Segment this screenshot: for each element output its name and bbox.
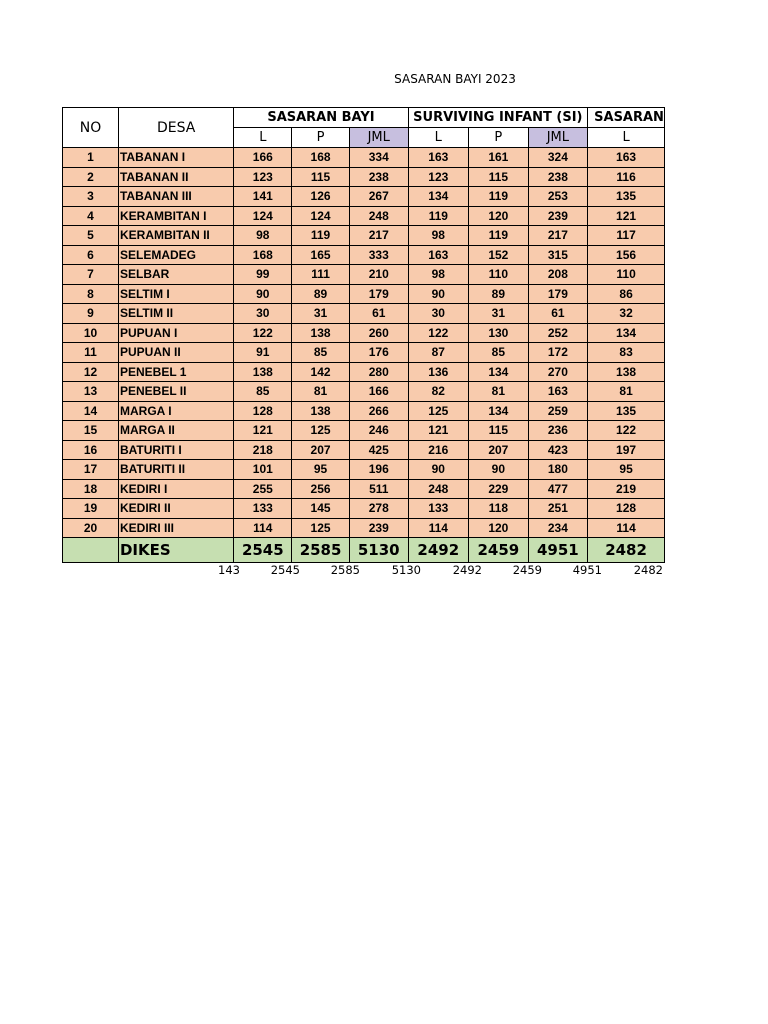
value-cell: 110 — [588, 265, 665, 285]
value-cell: 86 — [588, 284, 665, 304]
value-cell: 217 — [349, 226, 408, 246]
subheader-l: L — [588, 128, 665, 148]
value-cell: 121 — [408, 421, 469, 441]
value-cell: 90 — [408, 284, 469, 304]
row-number: 1 — [63, 148, 119, 168]
table-row — [63, 148, 665, 168]
value-cell: 278 — [349, 499, 408, 519]
value-cell: 101 — [234, 460, 292, 480]
village-name: SELTIM II — [118, 304, 233, 324]
value-cell: 333 — [349, 245, 408, 265]
value-cell: 30 — [234, 304, 292, 324]
sum-cell: 2545 — [270, 563, 300, 577]
value-cell: 85 — [234, 382, 292, 402]
subheader-p: P — [469, 128, 529, 148]
total-label: DIKES — [118, 538, 233, 563]
value-cell: 125 — [408, 401, 469, 421]
row-number: 7 — [63, 265, 119, 285]
row-number: 19 — [63, 499, 119, 519]
value-cell: 179 — [349, 284, 408, 304]
table-row — [63, 479, 665, 499]
page-title: SASARAN BAYI 2023 — [394, 72, 516, 86]
table-row — [63, 206, 665, 226]
value-cell: 81 — [588, 382, 665, 402]
value-cell: 123 — [234, 167, 292, 187]
value-cell: 120 — [469, 518, 529, 538]
value-cell: 135 — [588, 401, 665, 421]
value-cell: 255 — [234, 479, 292, 499]
value-cell: 95 — [588, 460, 665, 480]
value-cell: 124 — [292, 206, 350, 226]
value-cell: 163 — [408, 148, 469, 168]
row-number: 9 — [63, 304, 119, 324]
value-cell: 115 — [292, 167, 350, 187]
village-name: KEDIRI III — [118, 518, 233, 538]
table-row — [63, 343, 665, 363]
value-cell: 208 — [528, 265, 588, 285]
sum-cell: 2585 — [330, 563, 360, 577]
row-number: 17 — [63, 460, 119, 480]
table-row — [63, 323, 665, 343]
table-body — [63, 148, 665, 538]
row-number: 16 — [63, 440, 119, 460]
village-name: KERAMBITAN II — [118, 226, 233, 246]
value-cell: 234 — [528, 518, 588, 538]
value-cell: 82 — [408, 382, 469, 402]
value-cell: 81 — [469, 382, 529, 402]
value-cell: 85 — [469, 343, 529, 363]
row-number: 10 — [63, 323, 119, 343]
row-number: 18 — [63, 479, 119, 499]
value-cell: 239 — [349, 518, 408, 538]
value-cell: 98 — [234, 226, 292, 246]
value-cell: 90 — [234, 284, 292, 304]
spreadsheet-table-area — [62, 107, 665, 567]
table-row — [63, 518, 665, 538]
total-cell: 2482 — [588, 538, 665, 563]
village-name: SELTIM I — [118, 284, 233, 304]
value-cell: 270 — [528, 362, 588, 382]
row-number: 6 — [63, 245, 119, 265]
value-cell: 218 — [234, 440, 292, 460]
row-number: 4 — [63, 206, 119, 226]
value-cell: 315 — [528, 245, 588, 265]
row-number: 11 — [63, 343, 119, 363]
row-number: 5 — [63, 226, 119, 246]
value-cell: 32 — [588, 304, 665, 324]
value-cell: 135 — [588, 187, 665, 207]
subheader-l: L — [408, 128, 469, 148]
value-cell: 134 — [408, 187, 469, 207]
value-cell: 142 — [292, 362, 350, 382]
village-name: PENEBEL 1 — [118, 362, 233, 382]
value-cell: 120 — [469, 206, 529, 226]
value-cell: 172 — [528, 343, 588, 363]
value-cell: 124 — [234, 206, 292, 226]
value-cell: 114 — [588, 518, 665, 538]
value-cell: 229 — [469, 479, 529, 499]
value-cell: 61 — [349, 304, 408, 324]
value-cell: 122 — [588, 421, 665, 441]
table-row — [63, 284, 665, 304]
value-cell: 217 — [528, 226, 588, 246]
table-row — [63, 265, 665, 285]
row-number: 2 — [63, 167, 119, 187]
value-cell: 30 — [408, 304, 469, 324]
village-name: PENEBEL II — [118, 382, 233, 402]
row-number: 8 — [63, 284, 119, 304]
total-cell: 4951 — [528, 538, 588, 563]
value-cell: 134 — [469, 362, 529, 382]
village-name: SELBAR — [118, 265, 233, 285]
value-cell: 83 — [588, 343, 665, 363]
value-cell: 216 — [408, 440, 469, 460]
value-cell: 166 — [349, 382, 408, 402]
header-surviving-infant: SURVIVING INFANT (SI) — [408, 108, 588, 128]
village-name: TABANAN I — [118, 148, 233, 168]
value-cell: 236 — [528, 421, 588, 441]
value-cell: 168 — [292, 148, 350, 168]
value-cell: 128 — [588, 499, 665, 519]
value-cell: 161 — [469, 148, 529, 168]
value-cell: 179 — [528, 284, 588, 304]
value-cell: 207 — [469, 440, 529, 460]
value-cell: 138 — [292, 401, 350, 421]
value-cell: 138 — [234, 362, 292, 382]
value-cell: 119 — [408, 206, 469, 226]
village-name: PUPUAN II — [118, 343, 233, 363]
value-cell: 163 — [588, 148, 665, 168]
sum-cell: 2459 — [512, 563, 542, 577]
value-cell: 253 — [528, 187, 588, 207]
total-cell: 2585 — [292, 538, 350, 563]
table-row — [63, 421, 665, 441]
value-cell: 239 — [528, 206, 588, 226]
target-table — [62, 107, 665, 563]
village-name: KERAMBITAN I — [118, 206, 233, 226]
value-cell: 130 — [469, 323, 529, 343]
row-number: 3 — [63, 187, 119, 207]
value-cell: 133 — [234, 499, 292, 519]
value-cell: 125 — [292, 518, 350, 538]
total-row — [63, 538, 665, 563]
value-cell: 165 — [292, 245, 350, 265]
value-cell: 128 — [234, 401, 292, 421]
sum-cell: 143 — [218, 563, 240, 577]
value-cell: 121 — [588, 206, 665, 226]
table-row — [63, 499, 665, 519]
value-cell: 166 — [234, 148, 292, 168]
table-row — [63, 382, 665, 402]
value-cell: 210 — [349, 265, 408, 285]
value-cell: 207 — [292, 440, 350, 460]
value-cell: 31 — [292, 304, 350, 324]
value-cell: 125 — [292, 421, 350, 441]
village-name: KEDIRI I — [118, 479, 233, 499]
value-cell: 117 — [588, 226, 665, 246]
value-cell: 252 — [528, 323, 588, 343]
value-cell: 114 — [234, 518, 292, 538]
value-cell: 168 — [234, 245, 292, 265]
value-cell: 118 — [469, 499, 529, 519]
value-cell: 176 — [349, 343, 408, 363]
village-name: BATURITI II — [118, 460, 233, 480]
village-name: BATURITI I — [118, 440, 233, 460]
value-cell: 121 — [234, 421, 292, 441]
value-cell: 423 — [528, 440, 588, 460]
village-name: TABANAN III — [118, 187, 233, 207]
value-cell: 85 — [292, 343, 350, 363]
value-cell: 477 — [528, 479, 588, 499]
value-cell: 197 — [588, 440, 665, 460]
header-sasaran-cut: SASARAN — [588, 108, 665, 128]
value-cell: 116 — [588, 167, 665, 187]
village-name: PUPUAN I — [118, 323, 233, 343]
value-cell: 111 — [292, 265, 350, 285]
value-cell: 122 — [408, 323, 469, 343]
total-cell: 2545 — [234, 538, 292, 563]
value-cell: 196 — [349, 460, 408, 480]
table-row — [63, 304, 665, 324]
value-cell: 31 — [469, 304, 529, 324]
table-row — [63, 440, 665, 460]
table-row — [63, 460, 665, 480]
table-row — [63, 401, 665, 421]
value-cell: 90 — [469, 460, 529, 480]
value-cell: 260 — [349, 323, 408, 343]
value-cell: 266 — [349, 401, 408, 421]
value-cell: 91 — [234, 343, 292, 363]
table-row — [63, 362, 665, 382]
value-cell: 119 — [292, 226, 350, 246]
table-row — [63, 245, 665, 265]
value-cell: 138 — [588, 362, 665, 382]
total-cell: 2459 — [469, 538, 529, 563]
value-cell: 248 — [349, 206, 408, 226]
value-cell: 123 — [408, 167, 469, 187]
value-cell: 87 — [408, 343, 469, 363]
village-name: TABANAN II — [118, 167, 233, 187]
value-cell: 110 — [469, 265, 529, 285]
value-cell: 156 — [588, 245, 665, 265]
value-cell: 134 — [588, 323, 665, 343]
value-cell: 126 — [292, 187, 350, 207]
value-cell: 163 — [408, 245, 469, 265]
value-cell: 238 — [528, 167, 588, 187]
total-cell: 5130 — [349, 538, 408, 563]
value-cell: 90 — [408, 460, 469, 480]
row-number: 15 — [63, 421, 119, 441]
subheader-jml: JML — [349, 128, 408, 148]
value-cell: 95 — [292, 460, 350, 480]
value-cell: 141 — [234, 187, 292, 207]
value-cell: 134 — [469, 401, 529, 421]
row-number: 20 — [63, 518, 119, 538]
sum-cell: 2482 — [633, 563, 663, 577]
value-cell: 89 — [469, 284, 529, 304]
value-cell: 119 — [469, 226, 529, 246]
village-name: MARGA I — [118, 401, 233, 421]
subheader-l: L — [234, 128, 292, 148]
value-cell: 246 — [349, 421, 408, 441]
row-number: 12 — [63, 362, 119, 382]
village-name: SELEMADEG — [118, 245, 233, 265]
sum-cell: 5130 — [391, 563, 421, 577]
row-number: 13 — [63, 382, 119, 402]
value-cell: 180 — [528, 460, 588, 480]
sum-cell: 4951 — [572, 563, 602, 577]
row-number: 14 — [63, 401, 119, 421]
value-cell: 219 — [588, 479, 665, 499]
value-cell: 251 — [528, 499, 588, 519]
value-cell: 256 — [292, 479, 350, 499]
value-cell: 136 — [408, 362, 469, 382]
value-cell: 238 — [349, 167, 408, 187]
value-cell: 145 — [292, 499, 350, 519]
table-row — [63, 226, 665, 246]
value-cell: 114 — [408, 518, 469, 538]
value-cell: 98 — [408, 226, 469, 246]
village-name: MARGA II — [118, 421, 233, 441]
value-cell: 99 — [234, 265, 292, 285]
value-cell: 115 — [469, 167, 529, 187]
village-name: KEDIRI II — [118, 499, 233, 519]
value-cell: 115 — [469, 421, 529, 441]
subheader-p: P — [292, 128, 350, 148]
value-cell: 324 — [528, 148, 588, 168]
value-cell: 248 — [408, 479, 469, 499]
value-cell: 334 — [349, 148, 408, 168]
sum-cell: 2492 — [452, 563, 482, 577]
header-no: NO — [63, 108, 119, 148]
value-cell: 163 — [528, 382, 588, 402]
value-cell: 152 — [469, 245, 529, 265]
value-cell: 61 — [528, 304, 588, 324]
value-cell: 133 — [408, 499, 469, 519]
table-row — [63, 167, 665, 187]
value-cell: 280 — [349, 362, 408, 382]
subheader-jml: JML — [528, 128, 588, 148]
value-cell: 138 — [292, 323, 350, 343]
value-cell: 259 — [528, 401, 588, 421]
value-cell: 267 — [349, 187, 408, 207]
total-no-cell — [63, 538, 119, 563]
value-cell: 425 — [349, 440, 408, 460]
value-cell: 81 — [292, 382, 350, 402]
value-cell: 122 — [234, 323, 292, 343]
value-cell: 511 — [349, 479, 408, 499]
sum-check-row — [62, 562, 665, 578]
header-desa: DESA — [118, 108, 233, 148]
value-cell: 119 — [469, 187, 529, 207]
value-cell: 89 — [292, 284, 350, 304]
total-cell: 2492 — [408, 538, 469, 563]
table-row — [63, 187, 665, 207]
header-sasaran-bayi: SASARAN BAYI — [234, 108, 408, 128]
value-cell: 98 — [408, 265, 469, 285]
